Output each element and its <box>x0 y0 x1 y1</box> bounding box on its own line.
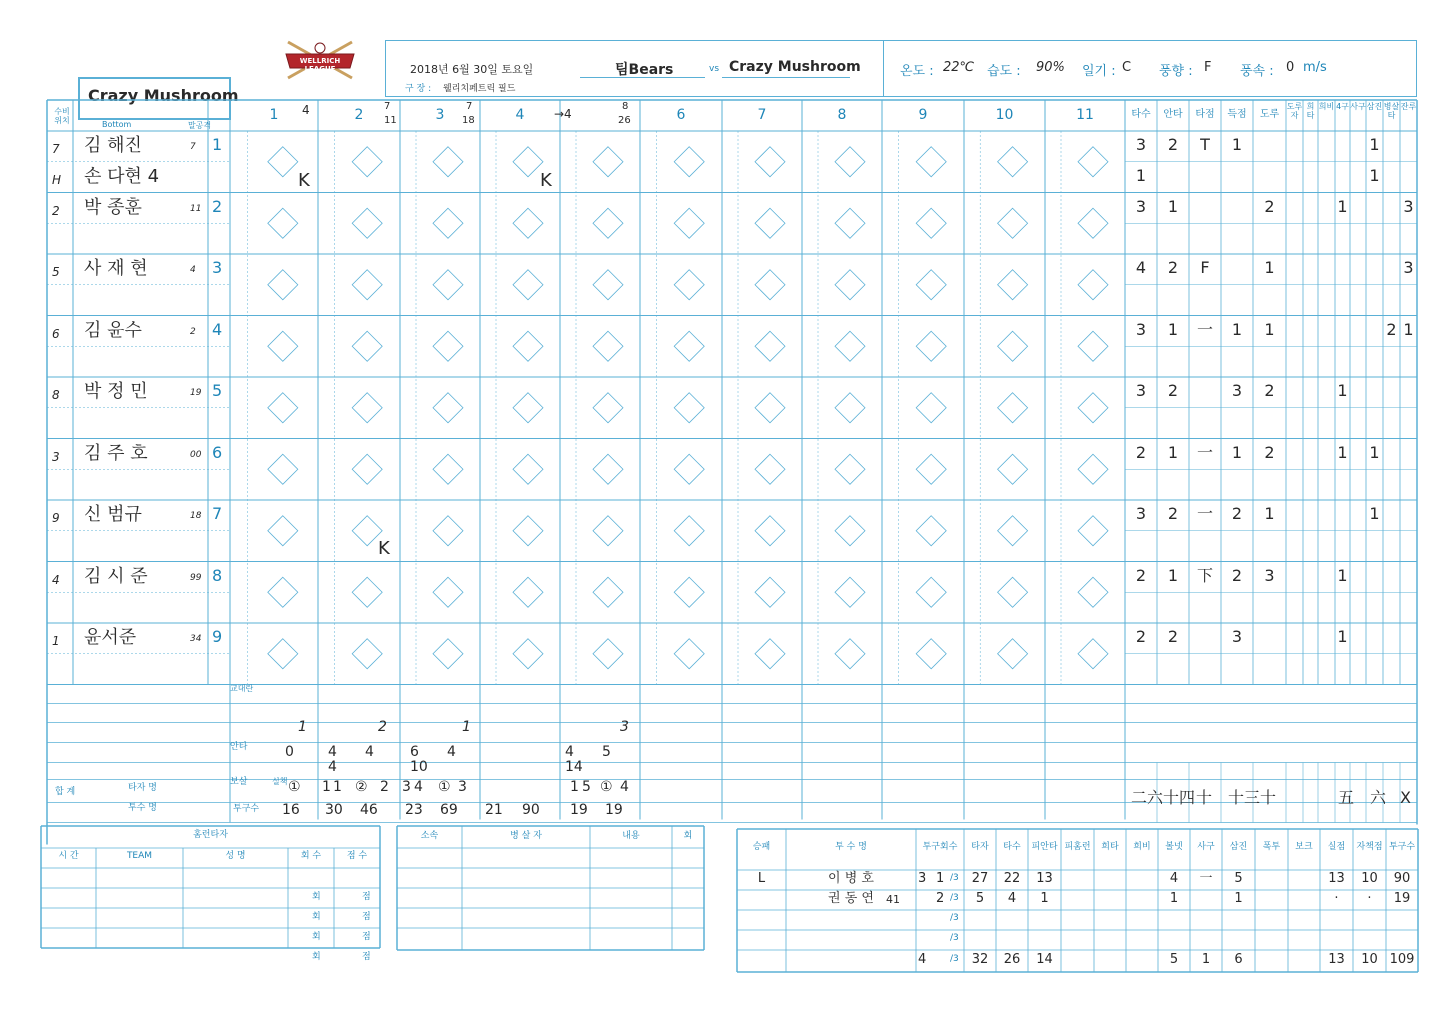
pitcher-1-bb: 1 <box>1169 891 1179 906</box>
pitcher-col-6: 피홈런 <box>1064 842 1091 852</box>
inning-mark-1: 4 <box>302 103 310 117</box>
player-6-sb: 2 <box>1264 442 1275 462</box>
stat-header-0: 타수 <box>1131 109 1151 120</box>
wind-dir-label: 풍향 : <box>1159 64 1193 79</box>
out-3: ② <box>355 779 368 795</box>
hits-3: 6 10 <box>410 744 428 775</box>
stat-header-6: 희타 <box>1306 102 1315 120</box>
player-name-9: 윤서준 <box>84 627 137 648</box>
k-mark-3: K <box>378 538 390 559</box>
inning-header-4: 4 <box>515 107 525 123</box>
pitcher-col-5: 피안타 <box>1031 842 1058 852</box>
pitcher-total-r: 13 <box>1328 952 1345 967</box>
pitcher-0-so: 5 <box>1234 871 1243 886</box>
temp-label: 온도 : <box>900 64 934 79</box>
pitcher-col-12: 폭투 <box>1262 842 1281 852</box>
pitch-4: 69 <box>440 802 458 818</box>
player-num-8: 99 <box>190 572 202 583</box>
player-0-rbi: T <box>1200 135 1210 154</box>
player-7-ab: 3 <box>1135 504 1147 523</box>
player-2-h: 1 <box>1167 196 1179 216</box>
total-7: X <box>1400 788 1411 807</box>
pitcher-0-bb: 4 <box>1169 871 1179 886</box>
pitcher-0-inn: 3 <box>918 871 927 886</box>
pitcher-0-h: 13 <box>1036 871 1053 886</box>
out-1: 1 <box>322 779 331 795</box>
inning-header-9: 9 <box>918 107 928 123</box>
hr-col-0: 시 간 <box>58 851 79 861</box>
player-8-bb: 1 <box>1337 565 1348 585</box>
player-0-so: 1 <box>1369 135 1380 154</box>
total-0: 二六 <box>1131 788 1164 807</box>
inning-mark-2-top: 7 <box>384 101 391 112</box>
wind-speed-label: 풍속 : <box>1240 64 1274 79</box>
batting-order-2: 2 <box>212 196 223 216</box>
player-name-1: 손 다현 4 <box>84 165 160 187</box>
out-7: ① <box>438 779 451 795</box>
pitcher-2-frac: /3 <box>950 913 959 923</box>
player-7-sb: 1 <box>1264 504 1275 523</box>
player-pos-7: 9 <box>52 511 60 525</box>
player-num-3: 4 <box>190 265 196 275</box>
inning-mark-3-top: 7 <box>466 101 473 112</box>
total-6: 六 <box>1370 788 1387 807</box>
pitcher-0-ab: 22 <box>1003 871 1021 886</box>
sub-mark-0: 1 <box>298 719 307 735</box>
hits-0: 0 <box>285 744 294 760</box>
pitcher-total-bb: 5 <box>1169 952 1179 967</box>
hr-row-1-runs: 점 <box>362 912 371 922</box>
player-pos-1: H <box>52 172 62 187</box>
player-4-sb: 1 <box>1264 319 1275 339</box>
pitcher-col-13: 보크 <box>1295 842 1313 852</box>
pitcher-1-name: 권 동 연 <box>828 891 874 906</box>
stat-header-11: 병살타 <box>1383 102 1400 120</box>
player-name-6: 김 주 호 <box>84 442 148 464</box>
dp-col-2: 내용 <box>622 831 640 841</box>
k-mark-1: K <box>298 170 310 191</box>
hr-col-4: 점 수 <box>346 851 368 861</box>
logo-text: WELLRICH LEAGUE <box>299 57 341 73</box>
dp-col-1: 병 살 자 <box>510 831 542 841</box>
error-label: 실책 <box>272 777 288 786</box>
player-6-h: 1 <box>1167 442 1179 462</box>
hr-row-0-inning: 회 <box>312 892 321 902</box>
inning-header-6: 6 <box>676 107 686 123</box>
batting-order-9: 9 <box>212 627 223 646</box>
pitcher-0-er: 10 <box>1361 871 1378 886</box>
player-5-ab: 3 <box>1135 381 1147 400</box>
total-2: 十 <box>1196 788 1213 807</box>
player-7-so: 1 <box>1369 504 1380 523</box>
pitcher-total-np: 109 <box>1389 952 1415 967</box>
dp-col-0: 소속 <box>420 831 439 841</box>
inning-header-11: 11 <box>1076 107 1094 123</box>
player-5-r: 3 <box>1231 381 1243 400</box>
player-name-5: 박 정 민 <box>84 381 148 402</box>
player-2-ab: 3 <box>1135 196 1147 216</box>
inning-mark-5-bot: 26 <box>618 115 631 126</box>
venue-label: 구 장 : <box>405 84 432 94</box>
pitcher-total-frac: /3 <box>950 954 959 964</box>
hits-1: 4 4 <box>328 744 337 775</box>
player-8-h: 1 <box>1167 565 1179 585</box>
pitch-7: 19 <box>570 802 588 818</box>
player-5-h: 2 <box>1167 381 1179 400</box>
player-6-bb: 1 <box>1337 442 1348 462</box>
hr-col-3: 회 수 <box>300 851 322 861</box>
player-8-sb: 3 <box>1264 565 1275 585</box>
hr-col-1: TEAM <box>126 851 153 861</box>
pitcher-total-hbp: 1 <box>1201 952 1211 967</box>
hits-4: 4 <box>447 744 456 760</box>
player-pos-4: 6 <box>52 326 60 341</box>
player-num-5: 19 <box>190 388 202 398</box>
pitcher-col-8: 희비 <box>1133 842 1151 852</box>
pitcher-1-bf: 5 <box>975 891 985 906</box>
batting-order-5: 5 <box>212 381 223 400</box>
player-name-7: 신 범규 <box>84 504 142 525</box>
player-9-r: 3 <box>1231 627 1243 646</box>
total-batter-label: 타자 명 <box>128 783 157 793</box>
player-3-h: 2 <box>1167 258 1179 277</box>
out-4: 2 <box>380 779 389 795</box>
inning-arrow: →4 <box>554 107 572 121</box>
total-label: 합 계 <box>55 787 76 797</box>
bottom-label: Bottom <box>102 120 132 129</box>
away-team: Crazy Mushroom <box>729 59 861 75</box>
pitcher-0-bf: 27 <box>971 871 989 886</box>
batting-order-6: 6 <box>212 442 223 462</box>
player-7-h: 2 <box>1167 504 1179 523</box>
inning-header-2: 2 <box>354 107 364 123</box>
player-2-lob: 3 <box>1403 196 1414 216</box>
pitch-6: 90 <box>522 802 540 818</box>
player-2-bb: 1 <box>1337 196 1348 216</box>
hits-2: 4 <box>365 744 374 760</box>
pitcher-col-3: 타자 <box>971 842 989 852</box>
position-header: 수비 위치 <box>54 107 70 125</box>
pitcher-col-11: 삼진 <box>1229 842 1248 852</box>
batting-order-7: 7 <box>212 504 223 523</box>
pitcher-col-10: 사구 <box>1197 842 1215 852</box>
player-6-ab: 2 <box>1135 442 1147 462</box>
player-5-sb: 2 <box>1264 381 1275 400</box>
out-0: ① <box>288 779 301 795</box>
inning-header-8: 8 <box>837 107 847 123</box>
player-num-9: 34 <box>190 634 202 644</box>
total-4: 十 <box>1260 788 1277 807</box>
hr-row-0-runs: 점 <box>362 892 371 902</box>
game-date: 2018년 6월 30일 토요일 <box>410 63 534 76</box>
home-team: 팀Bears <box>615 62 674 78</box>
inning-mark-5-top: 8 <box>622 101 629 112</box>
player-name-0: 김 해진 <box>84 135 142 156</box>
pitcher-col-0: 승패 <box>752 842 771 852</box>
pitch-5: 21 <box>485 802 503 818</box>
player-pos-8: 4 <box>52 572 60 587</box>
pitcher-col-16: 투구수 <box>1388 842 1416 852</box>
inning-header-1: 1 <box>269 107 279 123</box>
out-11: ① <box>600 779 613 795</box>
out-2: 1 <box>333 779 342 795</box>
batting-order-3: 3 <box>212 258 223 277</box>
stat-header-3: 득점 <box>1227 109 1247 120</box>
pitcher-total-h: 14 <box>1036 952 1053 967</box>
pitcher-total-ab: 26 <box>1003 952 1021 967</box>
hits-6: 5 <box>602 744 611 760</box>
player-1-so: 1 <box>1369 165 1380 185</box>
player-1-ab: 1 <box>1135 165 1147 185</box>
stat-header-5: 도루자 <box>1286 102 1303 120</box>
pitcher-total-bf: 32 <box>971 952 989 967</box>
total-1: 十四 <box>1163 788 1196 807</box>
pitcher-1-inn2: 2 <box>936 891 945 906</box>
wind-speed-value: 0 <box>1286 60 1295 75</box>
player-num-4: 2 <box>190 326 196 337</box>
hr-row-3-inning: 회 <box>312 952 321 962</box>
humidity-value: 90% <box>1036 60 1065 75</box>
stat-header-4: 도루 <box>1259 109 1280 120</box>
player-pos-2: 2 <box>52 203 60 218</box>
pitcher-col-2: 투구회수 <box>922 842 958 852</box>
pitcher-col-14: 실점 <box>1327 842 1346 852</box>
sub-mark-3: 3 <box>620 719 629 735</box>
dp-col-3: 회 <box>683 831 693 841</box>
pitcher-1-np: 19 <box>1393 891 1411 906</box>
hits-label: 안타 <box>230 742 248 752</box>
out-8: 3 <box>458 779 467 795</box>
total-3: 十三 <box>1228 788 1261 807</box>
pitcher-total-er: 10 <box>1361 952 1378 967</box>
assist-label: 보살 <box>230 777 248 787</box>
out-9: 1 <box>570 779 579 795</box>
hr-row-1-inning: 회 <box>312 912 321 922</box>
pitch-8: 19 <box>605 802 623 818</box>
player-pos-5: 8 <box>52 388 60 402</box>
pitch-3: 23 <box>405 802 423 818</box>
inning-header-7: 7 <box>757 107 767 123</box>
player-num-6: 00 <box>190 449 202 460</box>
player-pos-0: 7 <box>52 142 60 156</box>
stat-header-8: 4구 <box>1336 102 1349 111</box>
venue-name: 웰리치페트릭 필드 <box>443 84 516 94</box>
player-3-rbi: F <box>1200 258 1210 277</box>
player-pos-3: 5 <box>52 265 60 279</box>
inning-header-10: 10 <box>995 107 1014 123</box>
batting-order-8: 8 <box>212 565 223 585</box>
stat-header-12: 잔루 <box>1400 102 1417 111</box>
pitcher-col-1: 투 수 명 <box>835 842 867 852</box>
sub-mark-1: 2 <box>378 719 387 735</box>
stat-header-7: 희비 <box>1318 102 1335 111</box>
pitcher-1-r: · <box>1334 891 1339 906</box>
pitcher-1-num: 41 <box>886 893 900 906</box>
humidity-label: 습도 : <box>987 64 1021 79</box>
player-0-r: 1 <box>1231 135 1243 154</box>
player-4-ab: 3 <box>1135 319 1147 339</box>
player-name-3: 사 재 현 <box>84 258 148 279</box>
player-7-rbi: 一 <box>1196 504 1213 523</box>
pitcher-1-h: 1 <box>1040 891 1049 906</box>
player-8-ab: 2 <box>1135 565 1147 585</box>
player-num-2: 11 <box>190 203 202 214</box>
pitcher-total-so: 6 <box>1234 952 1243 967</box>
player-4-rbi: 一 <box>1196 319 1213 339</box>
pitcher-3-frac: /3 <box>950 933 959 943</box>
player-9-h: 2 <box>1167 627 1179 646</box>
hits-5: 4 14 <box>565 744 583 775</box>
pitcher-1-er: · <box>1367 891 1372 906</box>
pitch-0: 16 <box>282 802 300 818</box>
inning-mark-3-bot: 18 <box>462 115 475 126</box>
pitcher-0-inn2: 1 <box>936 871 945 886</box>
pitch-count-label: 투구수 <box>233 804 260 814</box>
player-4-lob: 1 <box>1403 319 1414 339</box>
player-4-dp: 2 <box>1386 319 1397 339</box>
out-10: 5 <box>582 779 591 795</box>
player-pos-9: 1 <box>52 634 60 648</box>
hr-row-2-runs: 점 <box>362 932 371 942</box>
player-0-h: 2 <box>1167 135 1179 154</box>
player-0-ab: 3 <box>1135 135 1147 154</box>
inning-header-3: 3 <box>435 107 445 123</box>
pitcher-1-ab: 4 <box>1007 891 1017 906</box>
vs-label: vs <box>709 64 720 74</box>
pitcher-0-np: 90 <box>1393 871 1411 886</box>
player-3-ab: 4 <box>1135 258 1147 277</box>
batting-order-0: 1 <box>212 135 223 154</box>
pitcher-0-wl: L <box>757 871 766 886</box>
player-9-ab: 2 <box>1135 627 1147 646</box>
player-4-r: 1 <box>1231 319 1243 339</box>
hr-title: 홈런타자 <box>193 830 228 840</box>
hr-col-2: 성 명 <box>225 851 246 861</box>
weather-value: C <box>1122 60 1132 75</box>
out-5: 3 <box>402 779 411 795</box>
team-name: Crazy Mushroom <box>88 86 239 105</box>
out-12: 4 <box>620 779 629 795</box>
player-name-2: 박 종훈 <box>84 196 142 218</box>
player-pos-6: 3 <box>52 449 60 464</box>
pitcher-1-so: 1 <box>1234 891 1243 906</box>
player-5-bb: 1 <box>1337 381 1348 400</box>
pitcher-total-inn: 4 <box>918 952 927 967</box>
temp-value: 22℃ <box>943 60 975 75</box>
player-6-so: 1 <box>1369 442 1380 462</box>
player-2-sb: 2 <box>1264 196 1275 216</box>
player-name-8: 김 시 준 <box>84 565 148 587</box>
player-num-0: 7 <box>190 142 196 152</box>
sub-mark-2: 1 <box>462 719 471 735</box>
pitcher-col-9: 볼넷 <box>1165 842 1183 852</box>
side-label: 말공격 <box>188 121 212 130</box>
stat-header-2: 타점 <box>1195 109 1215 120</box>
player-6-r: 1 <box>1231 442 1243 462</box>
pitcher-0-hbp: 一 <box>1199 871 1213 886</box>
player-6-rbi: 一 <box>1196 442 1213 462</box>
k-mark-2: K <box>540 170 552 191</box>
stat-header-9: 사구 <box>1350 102 1366 111</box>
total-5: 五 <box>1338 788 1355 807</box>
player-4-h: 1 <box>1167 319 1179 339</box>
player-name-4: 김 윤수 <box>84 319 142 341</box>
player-8-r: 2 <box>1231 565 1243 585</box>
player-3-lob: 3 <box>1403 258 1414 277</box>
pitcher-1-frac: /3 <box>950 893 959 903</box>
substitution-label: 교대란 <box>230 684 254 693</box>
pitcher-0-frac: /3 <box>950 873 959 883</box>
weather-label: 일기 : <box>1082 64 1116 79</box>
inning-mark-2-bot: 11 <box>384 115 397 126</box>
player-num-7: 18 <box>190 511 202 521</box>
hr-row-2-inning: 회 <box>312 932 321 942</box>
pitch-2: 46 <box>360 802 378 818</box>
pitcher-0-name: 이 병 호 <box>828 871 874 886</box>
wind-dir-value: F <box>1204 60 1212 75</box>
pitcher-col-4: 타수 <box>1003 842 1021 852</box>
wind-unit: m/s <box>1303 60 1327 75</box>
out-6: 4 <box>414 779 423 795</box>
pitcher-col-15: 자책점 <box>1356 842 1383 852</box>
hr-row-3-runs: 점 <box>362 952 371 962</box>
player-9-bb: 1 <box>1337 627 1348 646</box>
stat-header-10: 삼진 <box>1366 102 1383 111</box>
total-pitcher-label: 투수 명 <box>128 803 157 813</box>
player-3-sb: 1 <box>1264 258 1275 277</box>
player-7-r: 2 <box>1231 504 1243 523</box>
pitcher-col-7: 희타 <box>1101 842 1119 852</box>
stat-header-1: 안타 <box>1163 109 1183 120</box>
pitch-1: 30 <box>325 802 343 818</box>
pitcher-0-r: 13 <box>1328 871 1345 886</box>
player-8-rbi: 下 <box>1196 565 1213 585</box>
batting-order-4: 4 <box>212 319 223 339</box>
